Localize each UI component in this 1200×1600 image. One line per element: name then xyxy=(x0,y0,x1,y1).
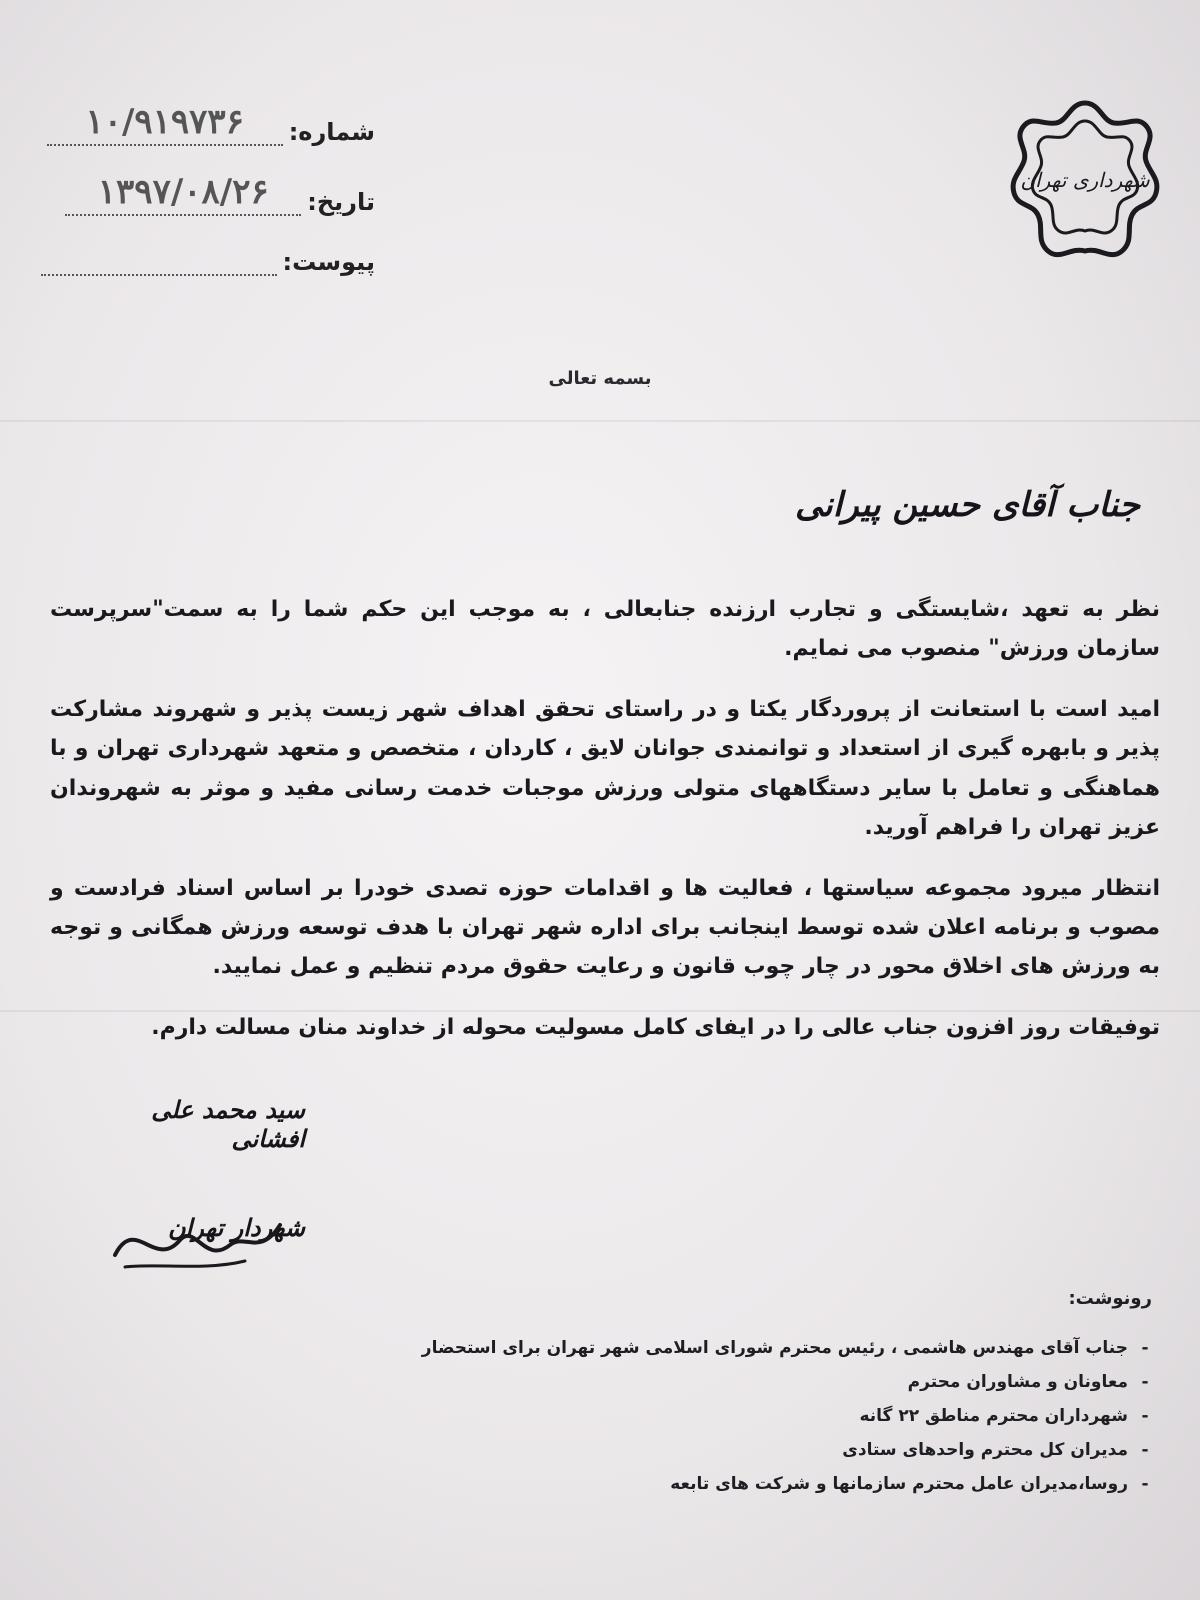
number-label: شماره: xyxy=(288,118,375,146)
number-value: ۱۰/۹۱۹۷۳۶ xyxy=(47,102,283,146)
letter-body xyxy=(50,590,1160,1070)
cc-item xyxy=(152,1399,1152,1433)
cc-item xyxy=(152,1433,1152,1467)
attachment-field xyxy=(41,248,375,276)
number-field xyxy=(47,102,375,146)
attachment-label: پیوست: xyxy=(282,248,375,276)
cc-item xyxy=(152,1365,1152,1399)
signer-name: سید محمد علی افشانی xyxy=(151,1095,305,1153)
cc-item-text: معاونان و مشاوران محترم xyxy=(907,1372,1128,1392)
bullet-dash-icon: - xyxy=(1141,1406,1149,1426)
cc-title: رونوشت: xyxy=(1068,1288,1152,1309)
cc-item-text: روسا،مدیران عامل محترم سازمانها و شرکت های تابعه xyxy=(670,1474,1128,1494)
tehran-municipality-logo xyxy=(1010,95,1160,275)
signer-title: شهردار تهران xyxy=(168,1213,305,1242)
body-paragraph: نظر به تعهد ،شایستگی و تجارب ارزنده جنابعالی ، به موجب این حکم شما را به سمت"سرپرست سازمان ورزش" منصوب می نمایم. xyxy=(50,597,1160,662)
body-paragraph: توفیقات روز افزون جناب عالی را در ایفای کامل مسولیت محوله از خداوند منان مسالت دارم. xyxy=(151,1015,1160,1041)
body-paragraph: امید است با استعانت از پروردگار یکتا و در راستای تحقق اهداف شهر زیست پذیر و شهروند مشارکت پذیر و بابهره گیری از استعداد و توانمندی جوانان لایق ، کاردان ، متخصص و متعهد شهرداری تهران و با هماهنگی و تعامل با سایر دستگاههای متولی ورزش موجبات خدمت رسانی مفید و موثر به شهروندان عزیز تهران را فراهم آورید. xyxy=(50,697,1160,840)
attachment-value xyxy=(41,272,277,276)
salutation: جناب آقای حسین پیرانی xyxy=(794,485,1140,525)
handwritten-signature xyxy=(95,1195,295,1275)
date-field xyxy=(65,172,375,216)
body-paragraph: انتظار میرود مجموعه سیاستها ، فعالیت ها و اقدامات حوزه تصدی خودرا بر اساس اسناد فرادست و مصوب و برنامه اعلان شده توسط اینجانب برای اداره شهر تهران با هدف توسعه ورزش همگانی و توجه به ورزش های اخلاق محور در چار چوب قانون و رعایت حقوق مردم تنظیم و عمل نمایید. xyxy=(50,875,1160,980)
bullet-dash-icon: - xyxy=(1141,1372,1149,1392)
bullet-dash-icon: - xyxy=(1141,1440,1149,1460)
logo-text: شهرداری تهران xyxy=(1020,168,1150,192)
bullet-dash-icon: - xyxy=(1141,1474,1149,1494)
date-label: تاریخ: xyxy=(307,188,375,216)
paper-fold xyxy=(0,420,1200,422)
cc-item-text: جناب آقای مهندس هاشمی ، رئیس محترم شورای اسلامی شهر تهران برای استحضار xyxy=(421,1338,1128,1358)
bullet-dash-icon: - xyxy=(1141,1338,1149,1358)
cc-item xyxy=(152,1467,1152,1501)
cc-item-text: مدیران کل محترم واحدهای ستادی xyxy=(842,1440,1128,1460)
cc-item-text: شهرداران محترم مناطق ۲۲ گانه xyxy=(859,1406,1128,1426)
cc-item xyxy=(152,1331,1152,1365)
date-value: ۱۳۹۷/۰۸/۲۶ xyxy=(65,172,301,216)
signature-block xyxy=(95,1095,305,1242)
cc-list xyxy=(152,1288,1152,1501)
bismillah: بسمه تعالی xyxy=(548,368,652,389)
